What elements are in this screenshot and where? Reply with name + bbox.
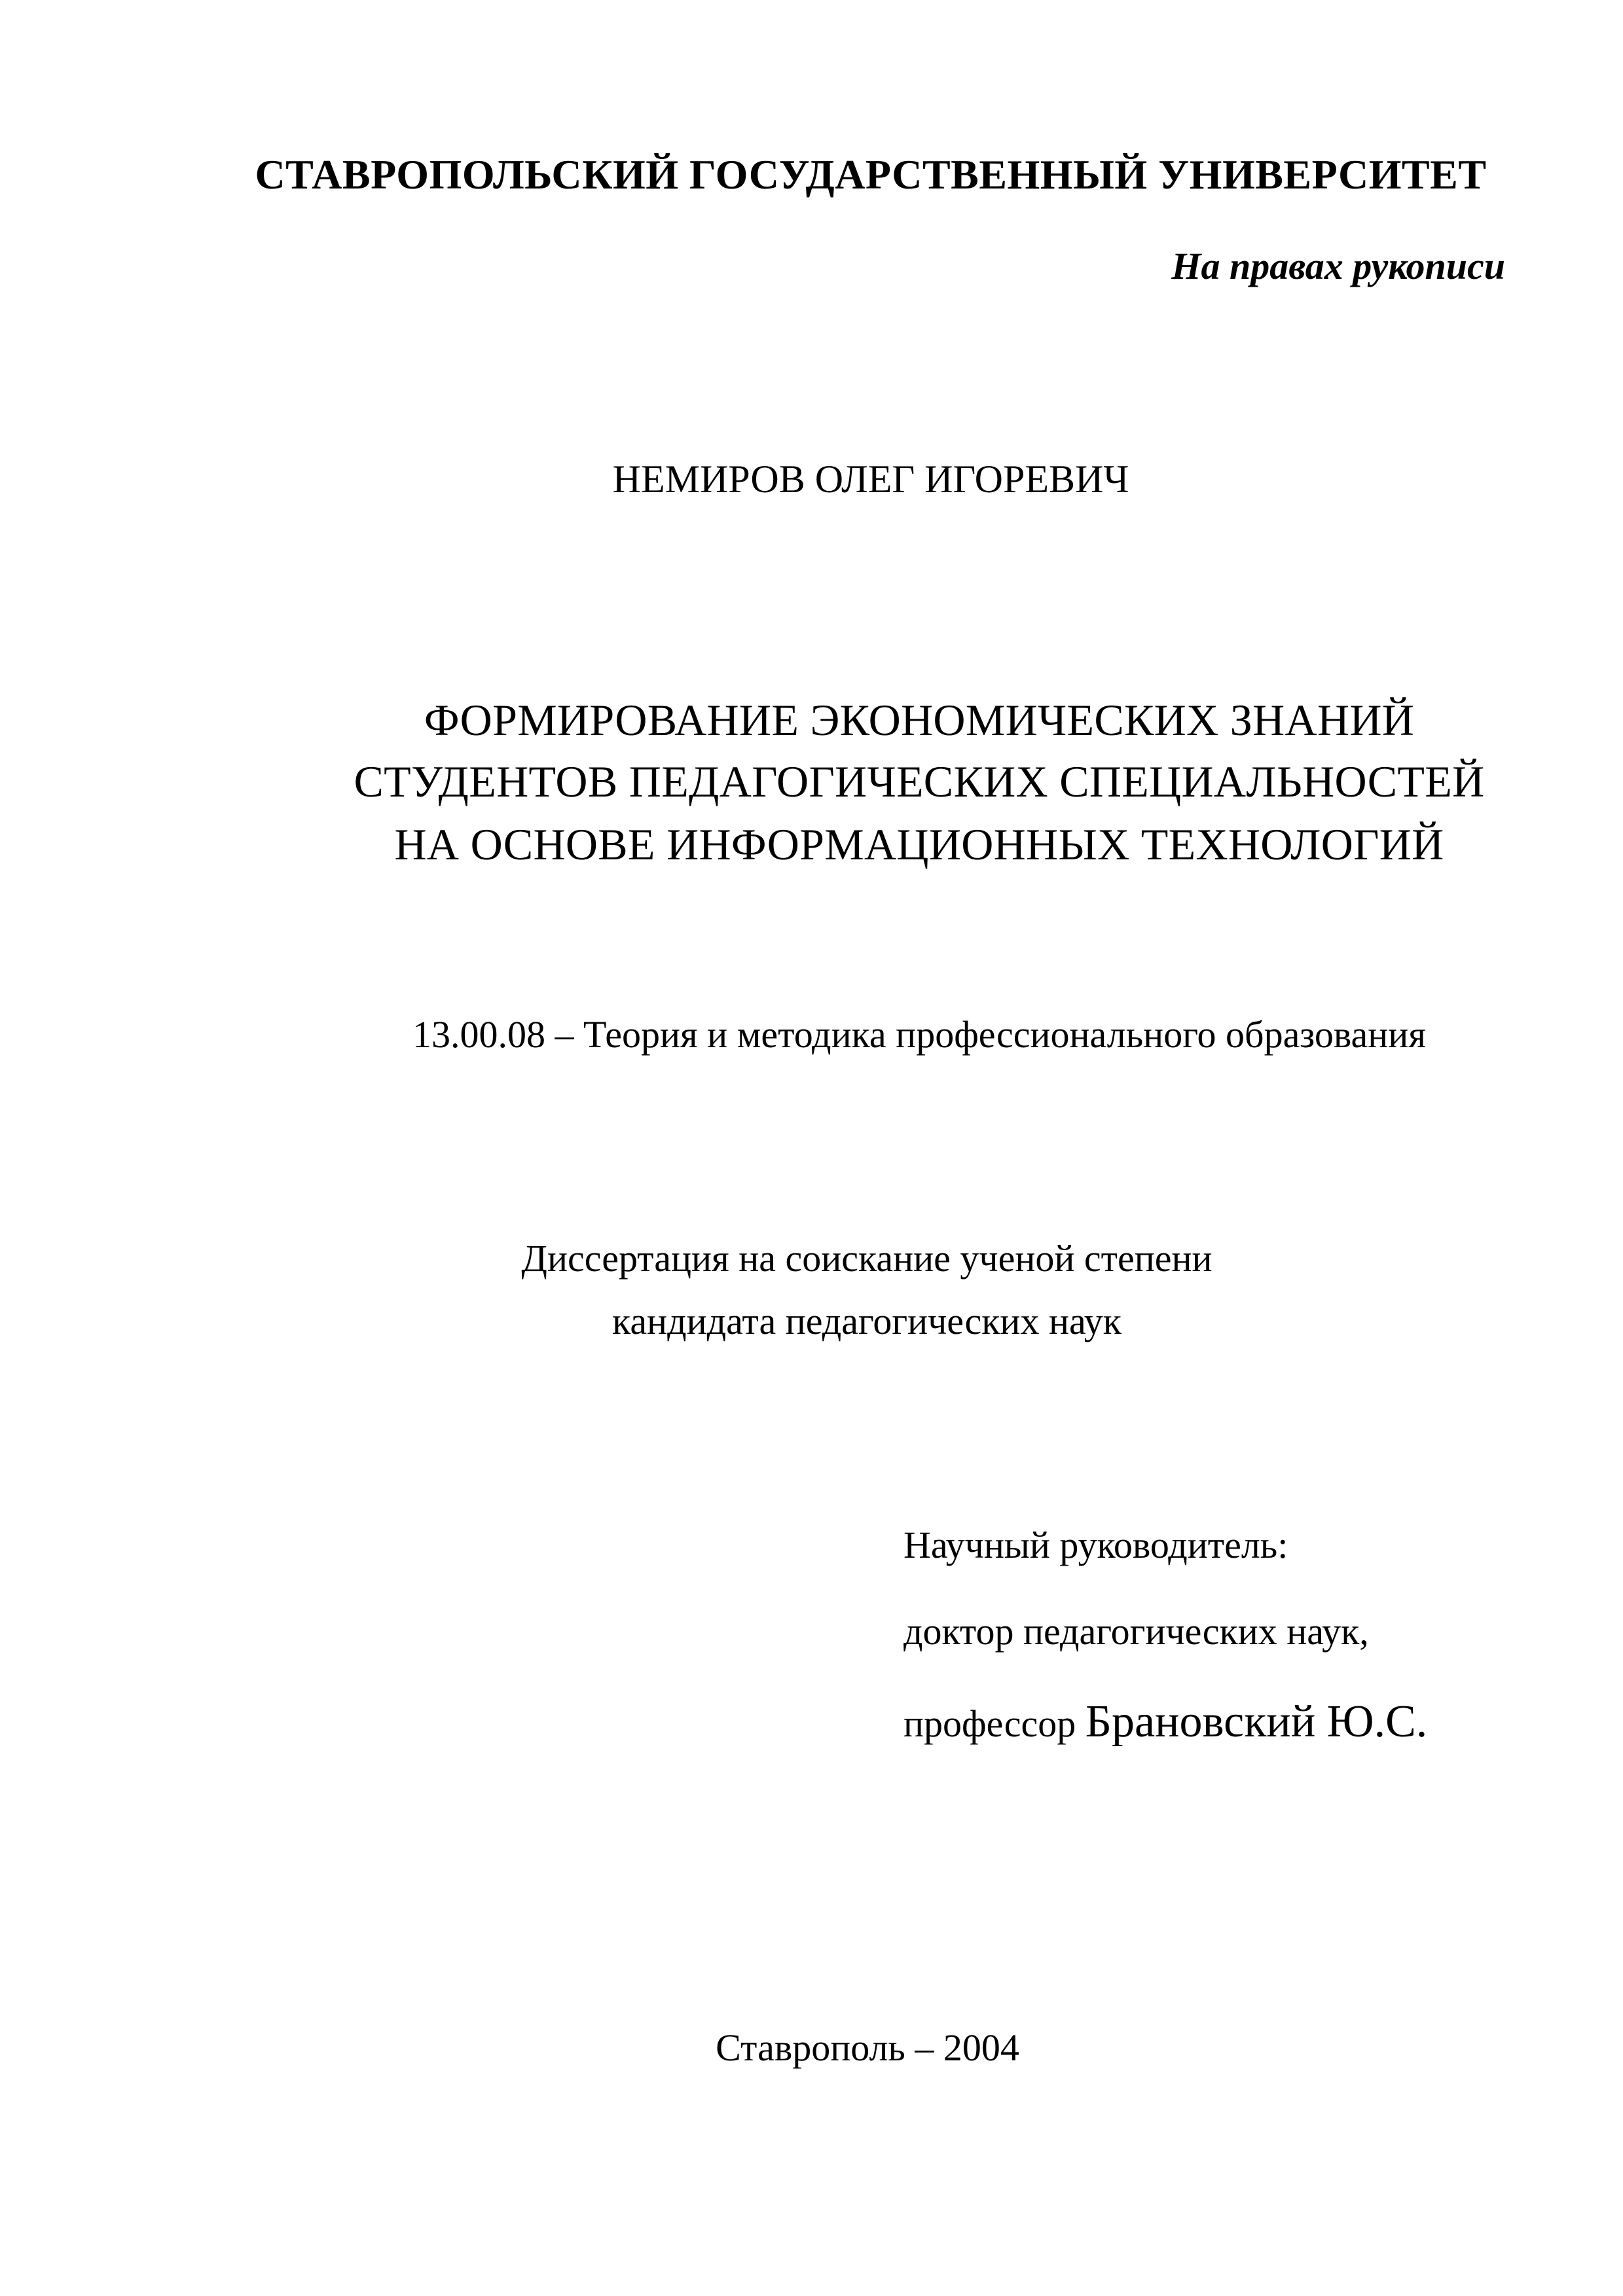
advisor-heading: Научный руководитель: (903, 1524, 1288, 1566)
city-year: Ставрополь – 2004 (716, 2026, 1019, 2069)
title-line-3: НА ОСНОВЕ ИНФОРМАЦИОННЫХ ТЕХНОЛОГИЙ (394, 819, 1444, 869)
advisor-name: Брановский Ю.С. (1085, 1696, 1428, 1747)
author-name: НЕМИРОВ ОЛЕГ ИГОРЕВИЧ (612, 457, 1129, 501)
specialty-code: 13.00.08 – Теория и методика профессионального образования (412, 1013, 1427, 1056)
manuscript-note: На правах рукописи (1171, 245, 1505, 287)
title-line-2: СТУДЕНТОВ ПЕДАГОГИЧЕСКИХ СПЕЦИАЛЬНОСТЕЙ (354, 757, 1485, 806)
degree-line-2: кандидата педагогических наук (612, 1300, 1122, 1342)
advisor-line (903, 1696, 1428, 1747)
university-name: СТАВРОПОЛЬСКИЙ ГОСУДАРСТВЕННЫЙ УНИВЕРСИТЕТ (255, 151, 1487, 198)
advisor-credential: доктор педагогических наук, (903, 1610, 1369, 1653)
title-line-1: ФОРМИРОВАНИЕ ЭКОНОМИЧЕСКИХ ЗНАНИЙ (424, 695, 1415, 745)
degree-line-1: Диссертация на соискание ученой степени (521, 1237, 1213, 1280)
advisor-position: профессор (903, 1702, 1076, 1745)
